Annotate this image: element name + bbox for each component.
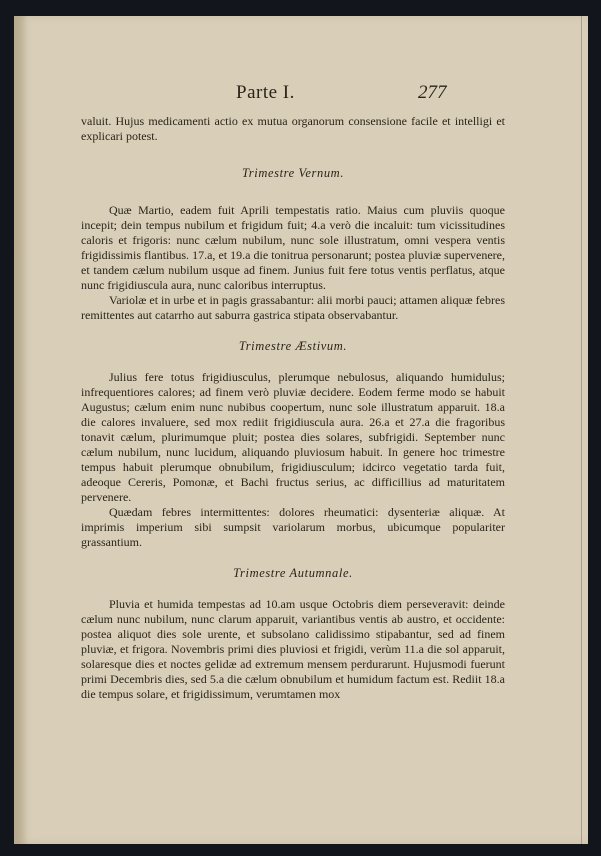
page-header <box>14 78 588 106</box>
section-title-aestivum: Trimestre Æstivum. <box>238 339 348 353</box>
running-head: Parte I. <box>236 82 295 103</box>
paragraph-vernum-weather: Quæ Martio, eadem fuit Aprili tempestatis ratio. Maius cum pluviis quoque incepit; dein tempus nubilum et frigidum fuit; 4.a verò die incaluit: tum vicissitudines caloris et frigoris: nunc cælum nubilum, nunc sole illustratum, omni vespera ventis frigidissimis flantibus. 17.a, et 19.a die tonitrua personarunt; postea pluviæ supervenere, et tandem cælum nubilum usque ad finem. Junius fuit fere totus ventis perflatus, atque nunc frigidiuscula aura, nunc caloribus interruptus. <box>81 203 505 292</box>
intro-paragraph: valuit. Hujus medicamenti actio ex mutua organorum consensione facile et intelligi et explicari potest. <box>81 114 505 143</box>
paragraph-aestivum-weather: Julius fere totus frigidiusculus, plerumque nebulosus, aliquando humidulus; infrequentiores calores; ad finem verò pluviæ decidere. Eodem ferme modo se habuit Augustus; cælum enim nunc nubibus coopertum, nunc sole illustratum apparuit. 18.a die calores invaluere, sed mox rediit frigidiuscula aura. 26.a et 27.a die fragoribus tonavit cælum, plurimumque pluit; postea dies solares, subfrigidi. September nunc cælum nubilum, nunc lucidum, aliquando pluviosum habuit. In genere hoc trimestre tempus habuit plerumque obnubilum, frigidiusculum; idcirco vegetatio tarda fuit, adeoque Cereris, Pomonæ, et Bachi fructus serius, ac difficillius ad maturitatem pervenere. <box>81 370 505 504</box>
section-title-vernum: Trimestre Vernum. <box>241 166 345 180</box>
page-number: 277 <box>418 82 447 103</box>
paragraph-autumnale-weather: Pluvia et humida tempestas ad 10.am usque Octobris diem perseveravit: deinde cælum nunc nubilum, nunc clarum apparuit, variantibus ventis ab austro, et occidente: postea aliquot dies sole urente, et subsolano calidissimo stipabantur, sed ad finem pluviæ, et frigora. Novembris primi dies pluviosi et frigidi, verùm 11.a die sol apparuit, solaresque dies et noctes gelidæ ad extremum mensem perdurarunt. Hujusmodi fuerunt primi Decembris dies, sed 5.a die cælum obnubilum et humidum factum est. Rediit 18.a die tempus solare, et frigidissimum, verumtamen mox <box>81 597 505 701</box>
section-title-autumnale: Trimestre Autumnale. <box>233 566 353 580</box>
book-page <box>14 16 588 844</box>
gutter-shadow <box>14 16 28 844</box>
body-text <box>81 114 505 702</box>
paragraph-aestivum-diseases: Quædam febres intermittentes: dolores rheumatici: dysenteriæ aliquæ. At imprimis imperium sibi sumpsit variolarum morbus, ubicumque populariter grassantium. <box>81 505 505 549</box>
paragraph-vernum-diseases: Variolæ et in urbe et in pagis grassabantur: alii morbi pauci; attamen aliquæ febres remittentes aut catarrho aut saburra gastrica stipata observabantur. <box>81 293 505 322</box>
page-edge-line <box>581 16 582 844</box>
